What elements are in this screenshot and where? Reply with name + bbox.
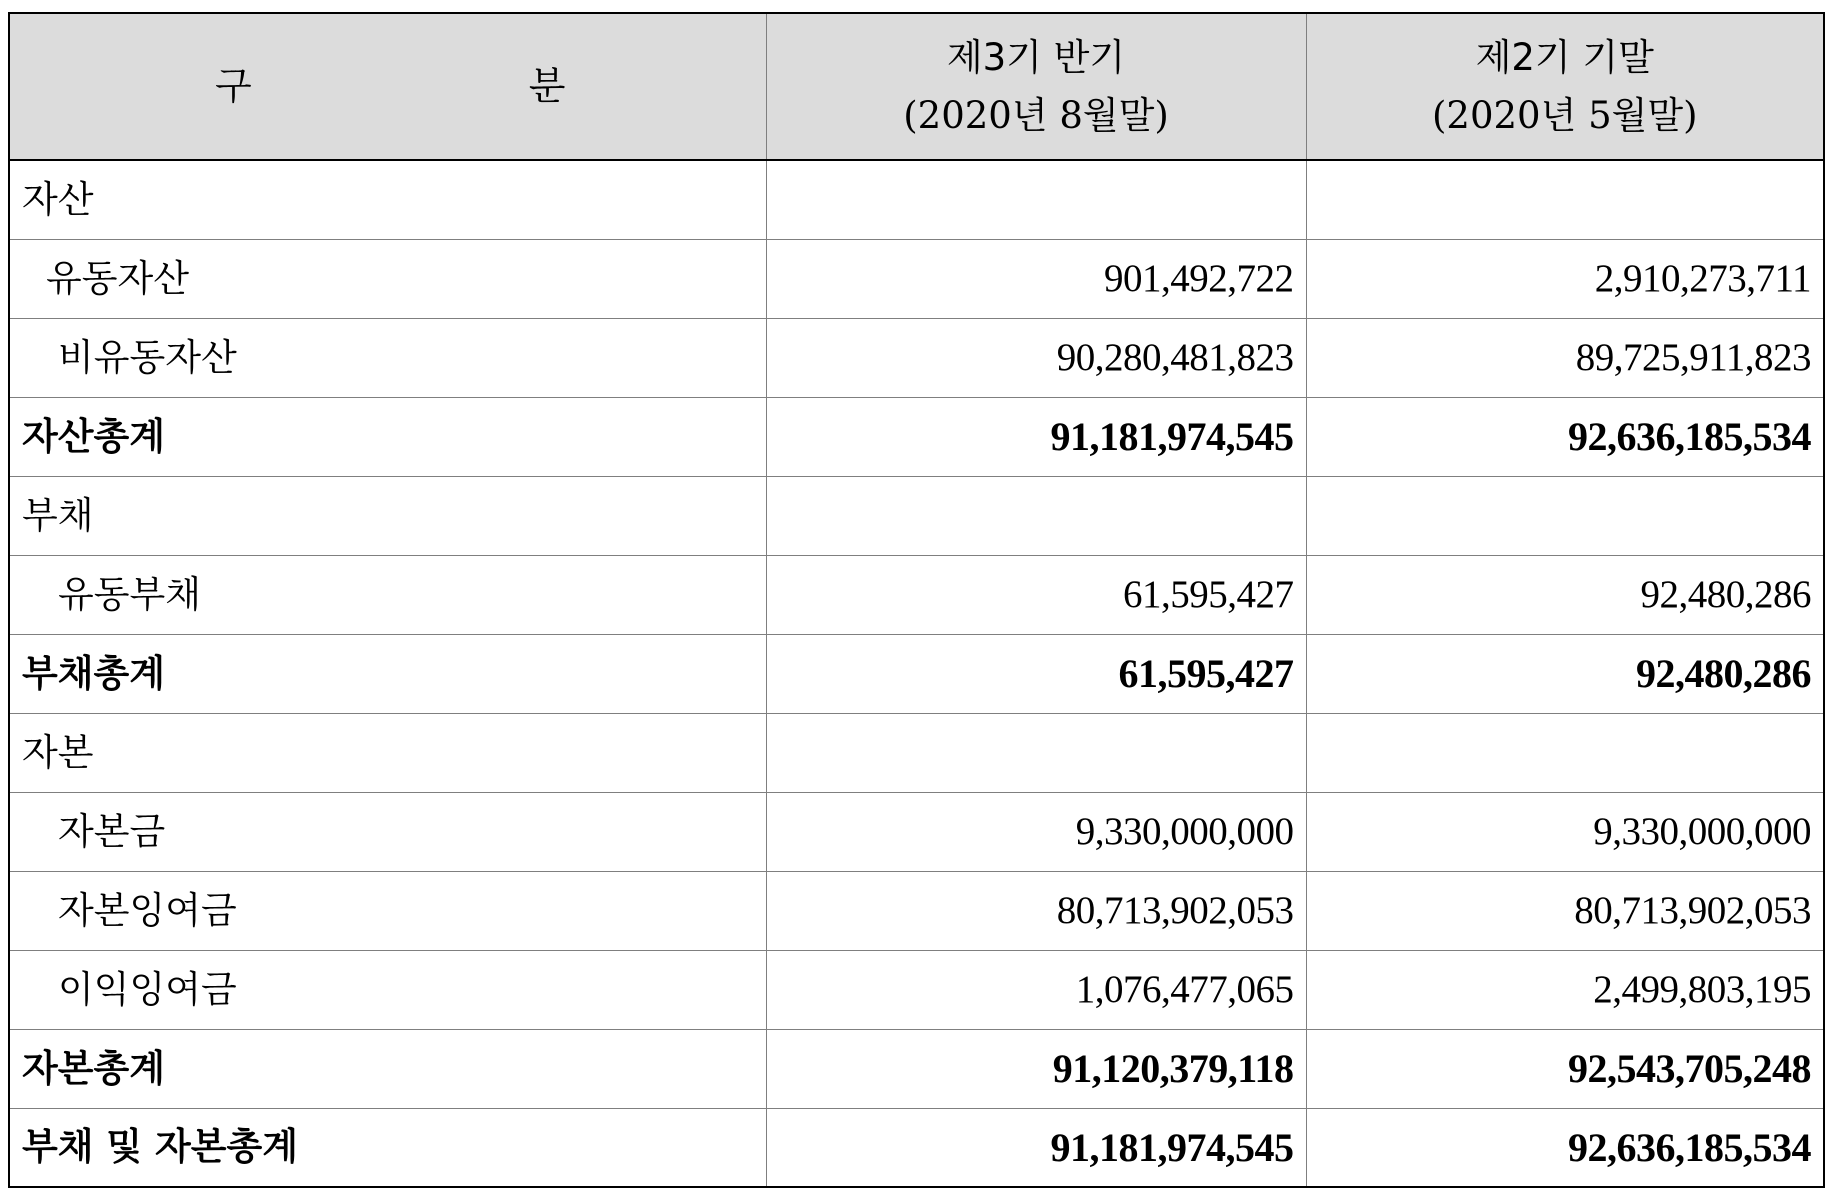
current-value: 91,181,974,545 (766, 1109, 1306, 1188)
current-value: 901,492,722 (766, 240, 1306, 319)
previous-value (1306, 714, 1824, 793)
current-value: 9,330,000,000 (766, 793, 1306, 872)
current-value: 90,280,481,823 (766, 319, 1306, 398)
previous-value: 89,725,911,823 (1306, 319, 1824, 398)
table-row-total (9, 635, 1824, 714)
current-value: 80,713,902,053 (766, 872, 1306, 951)
previous-value: 9,330,000,000 (1306, 793, 1824, 872)
table-row (9, 872, 1824, 951)
header-current-period-date: (2020년 8월말) (903, 93, 1169, 137)
table-row (9, 793, 1824, 872)
balance-sheet-table (8, 12, 1825, 1188)
table-row-total (9, 398, 1824, 477)
table-row (9, 714, 1824, 793)
previous-value: 92,480,286 (1306, 556, 1824, 635)
header-previous-period-name: 제2기 기말 (1475, 36, 1654, 80)
previous-value: 2,910,273,711 (1306, 240, 1824, 319)
previous-value: 92,543,705,248 (1306, 1030, 1824, 1109)
row-label: 부채총계 (9, 635, 766, 714)
current-value (766, 160, 1306, 240)
header-current-period (766, 13, 1306, 160)
row-label: 유동자산 (9, 240, 766, 319)
header-category-char-1: 구 (215, 63, 252, 108)
table-row (9, 160, 1824, 240)
row-label: 자본총계 (9, 1030, 766, 1109)
table-row (9, 951, 1824, 1030)
row-label: 부채 및 자본총계 (9, 1109, 766, 1188)
previous-value: 92,636,185,534 (1306, 1109, 1824, 1188)
previous-value (1306, 477, 1824, 556)
table-row (9, 319, 1824, 398)
current-value (766, 714, 1306, 793)
previous-value: 80,713,902,053 (1306, 872, 1824, 951)
previous-value: 92,636,185,534 (1306, 398, 1824, 477)
current-value: 61,595,427 (766, 635, 1306, 714)
current-value: 91,120,379,118 (766, 1030, 1306, 1109)
balance-sheet (8, 12, 1825, 1188)
current-value: 1,076,477,065 (766, 951, 1306, 1030)
row-label: 자본잉여금 (9, 872, 766, 951)
header-category (9, 13, 766, 160)
header-category-char-2: 분 (528, 63, 566, 108)
header-previous-period (1306, 13, 1824, 160)
row-label: 이익잉여금 (9, 951, 766, 1030)
table-row-grand-total (9, 1109, 1824, 1188)
header-current-period-name: 제3기 반기 (946, 36, 1126, 80)
row-label: 비유동자산 (9, 319, 766, 398)
table-row (9, 556, 1824, 635)
row-label: 자본금 (9, 793, 766, 872)
table-row (9, 477, 1824, 556)
current-value: 61,595,427 (766, 556, 1306, 635)
table-row (9, 240, 1824, 319)
table-row-total (9, 1030, 1824, 1109)
row-label: 자본 (9, 714, 766, 793)
current-value: 91,181,974,545 (766, 398, 1306, 477)
row-label: 유동부채 (9, 556, 766, 635)
row-label: 부채 (9, 477, 766, 556)
row-label: 자산총계 (9, 398, 766, 477)
previous-value (1306, 160, 1824, 240)
header-previous-period-date: (2020년 5월말) (1431, 93, 1698, 137)
previous-value: 2,499,803,195 (1306, 951, 1824, 1030)
header-row (9, 13, 1824, 160)
previous-value: 92,480,286 (1306, 635, 1824, 714)
current-value (766, 477, 1306, 556)
row-label: 자산 (9, 160, 766, 240)
